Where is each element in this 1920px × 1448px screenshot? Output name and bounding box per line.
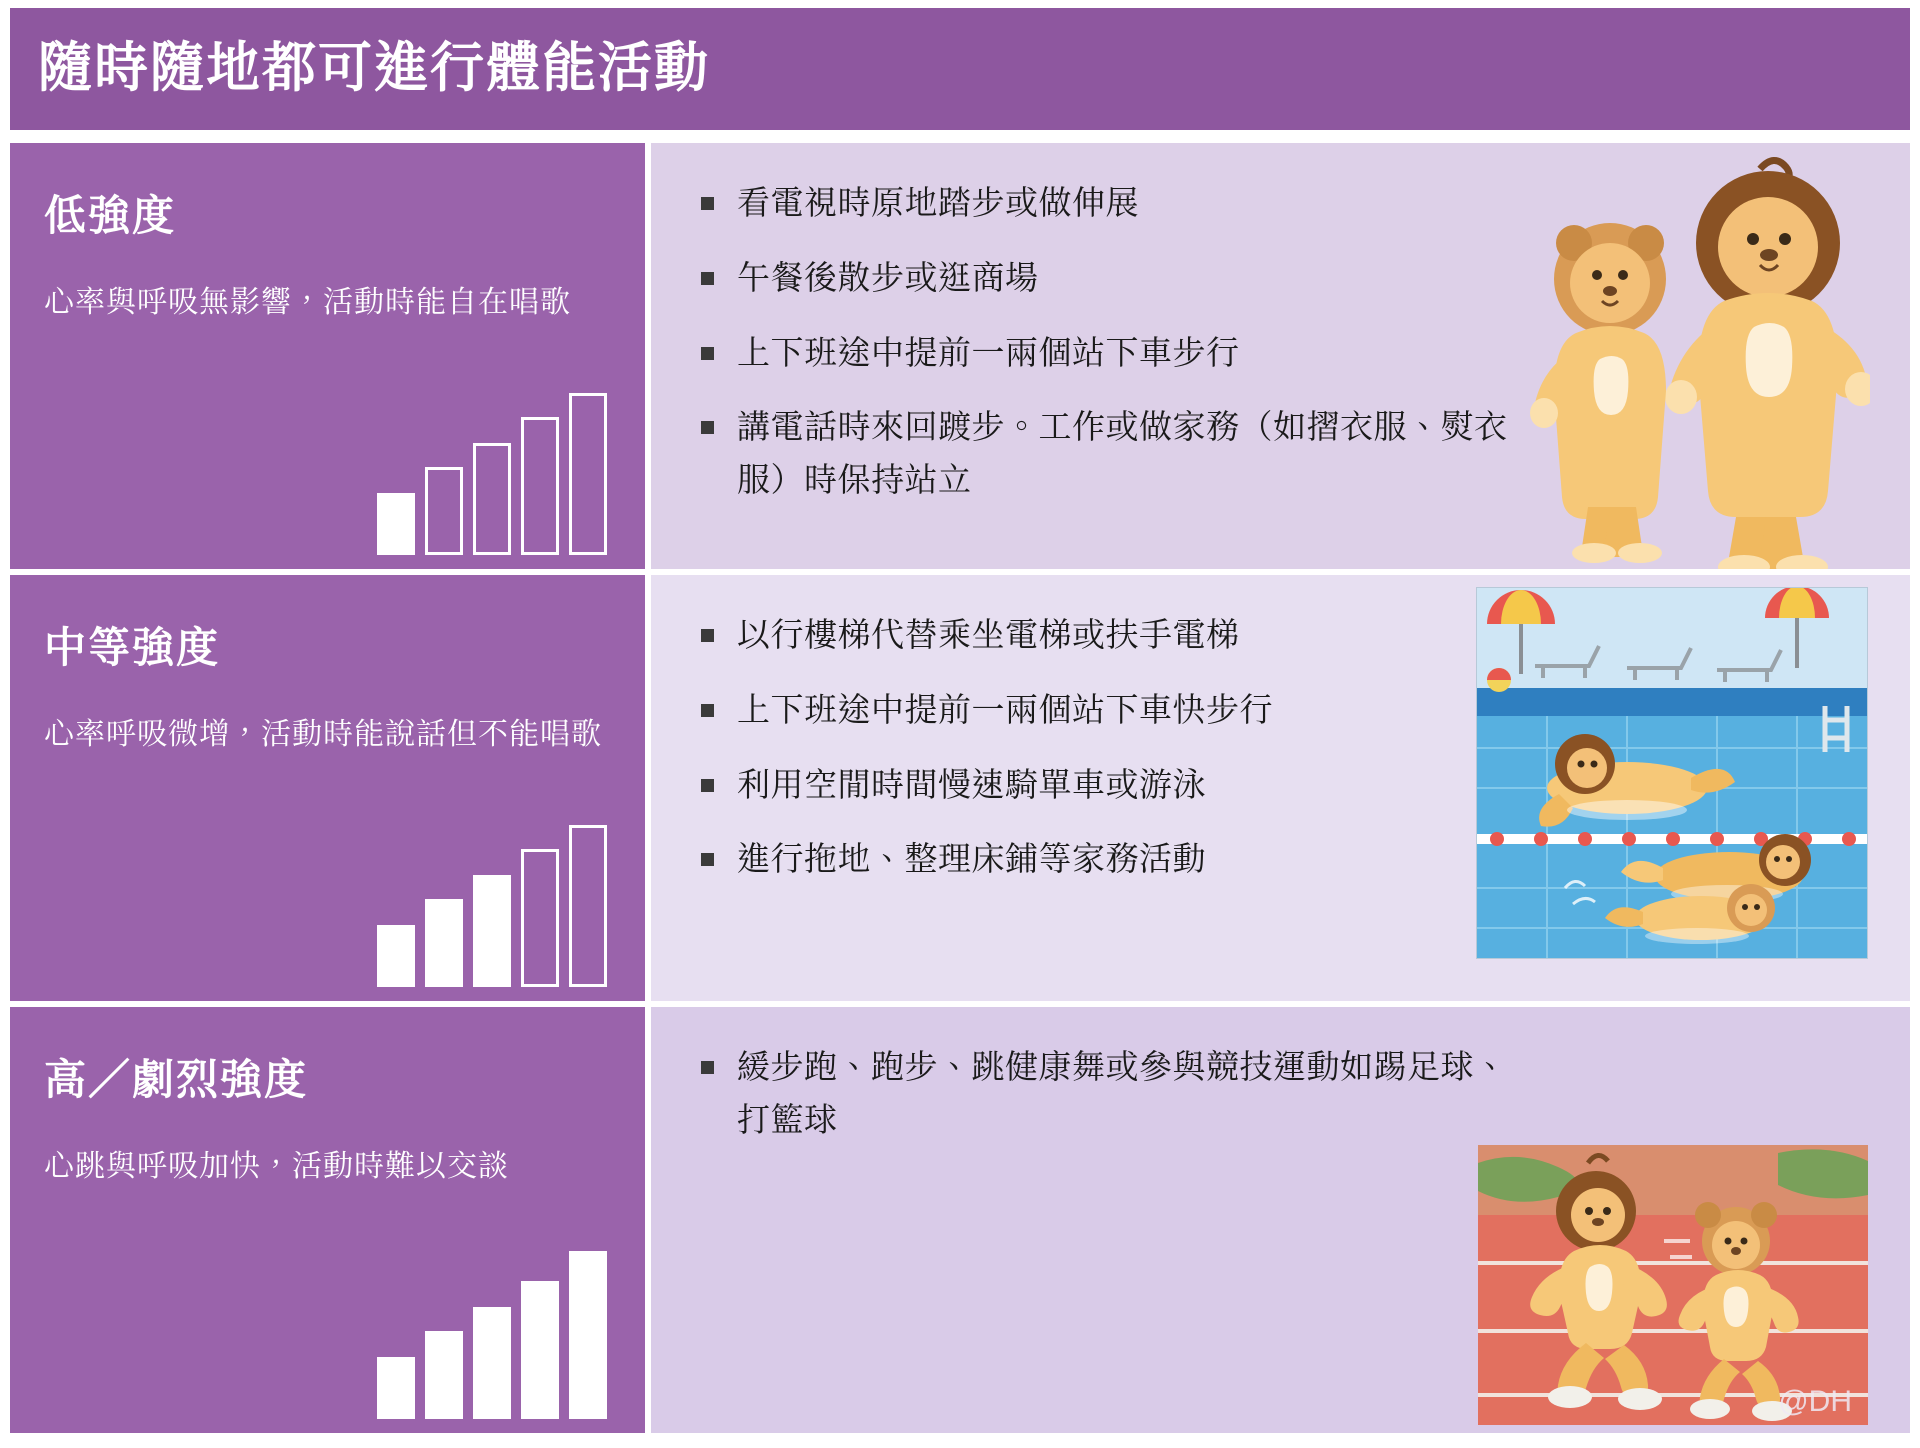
bar-3 [473, 443, 511, 555]
intensity-cell-vigorous [10, 1007, 645, 1433]
list-item: 上下班途中提前一兩個站下車步行 [685, 327, 1525, 380]
intensity-cell-moderate [10, 575, 645, 1001]
lions-swimming-in-pool-illustration [1476, 587, 1868, 959]
list-item: 講電話時來回踱步。工作或做家務（如摺衣服、熨衣服）時保持站立 [685, 401, 1525, 507]
content-cell-low [651, 143, 1910, 569]
bullet-list [685, 1041, 1525, 1147]
table-row [10, 575, 1910, 1001]
list-item: 利用空閒時間慢速騎單車或游泳 [685, 759, 1525, 812]
intensity-table [10, 143, 1910, 1433]
list-item: 以行樓梯代替乘坐電梯或扶手電梯 [685, 609, 1525, 662]
intensity-description: 心跳與呼吸加快，活動時難以交談 [44, 1150, 509, 1183]
intensity-description: 心率與呼吸無影響，活動時能自在唱歌 [44, 286, 571, 319]
table-row [10, 143, 1910, 569]
content-cell-moderate [651, 575, 1910, 1001]
bar-4 [521, 1281, 559, 1419]
bar-5 [569, 1251, 607, 1419]
list-item: 看電視時原地踏步或做伸展 [685, 177, 1525, 230]
intensity-cell-low [10, 143, 645, 569]
bar-5 [569, 393, 607, 555]
slide-title-bar [10, 8, 1910, 130]
bar-2 [425, 467, 463, 555]
intensity-description: 心率呼吸微增，活動時能說話但不能唱歌 [44, 718, 602, 751]
bar-5 [569, 825, 607, 987]
bullet-list [685, 609, 1525, 886]
intensity-bars-icon [377, 1239, 607, 1419]
lions-running-on-track-illustration [1478, 1145, 1868, 1425]
intensity-title: 低強度 [44, 192, 177, 239]
bar-1 [377, 1357, 415, 1419]
bullet-list [685, 177, 1525, 507]
list-item: 午餐後散步或逛商場 [685, 252, 1525, 305]
bar-1 [377, 493, 415, 555]
intensity-bars-icon [377, 375, 607, 555]
list-item: 緩步跑、跑步、跳健康舞或參與競技運動如踢足球、打籃球 [685, 1041, 1525, 1147]
bar-2 [425, 899, 463, 987]
table-row [10, 1007, 1910, 1433]
content-cell-vigorous [651, 1007, 1910, 1433]
bar-1 [377, 925, 415, 987]
watermark: @DH [1778, 1385, 1852, 1418]
intensity-bars-icon [377, 807, 607, 987]
intensity-title: 中等強度 [44, 624, 221, 671]
intensity-title: 高／劇烈強度 [44, 1056, 309, 1103]
list-item: 進行拖地、整理床鋪等家務活動 [685, 833, 1525, 886]
bar-3 [473, 1307, 511, 1419]
lion-and-cub-waving-illustration [1510, 151, 1870, 569]
bar-4 [521, 849, 559, 987]
page-title: 隨時隨地都可進行體能活動 [38, 38, 710, 99]
bar-3 [473, 875, 511, 987]
bar-2 [425, 1331, 463, 1419]
bar-4 [521, 417, 559, 555]
list-item: 上下班途中提前一兩個站下車快步行 [685, 684, 1525, 737]
